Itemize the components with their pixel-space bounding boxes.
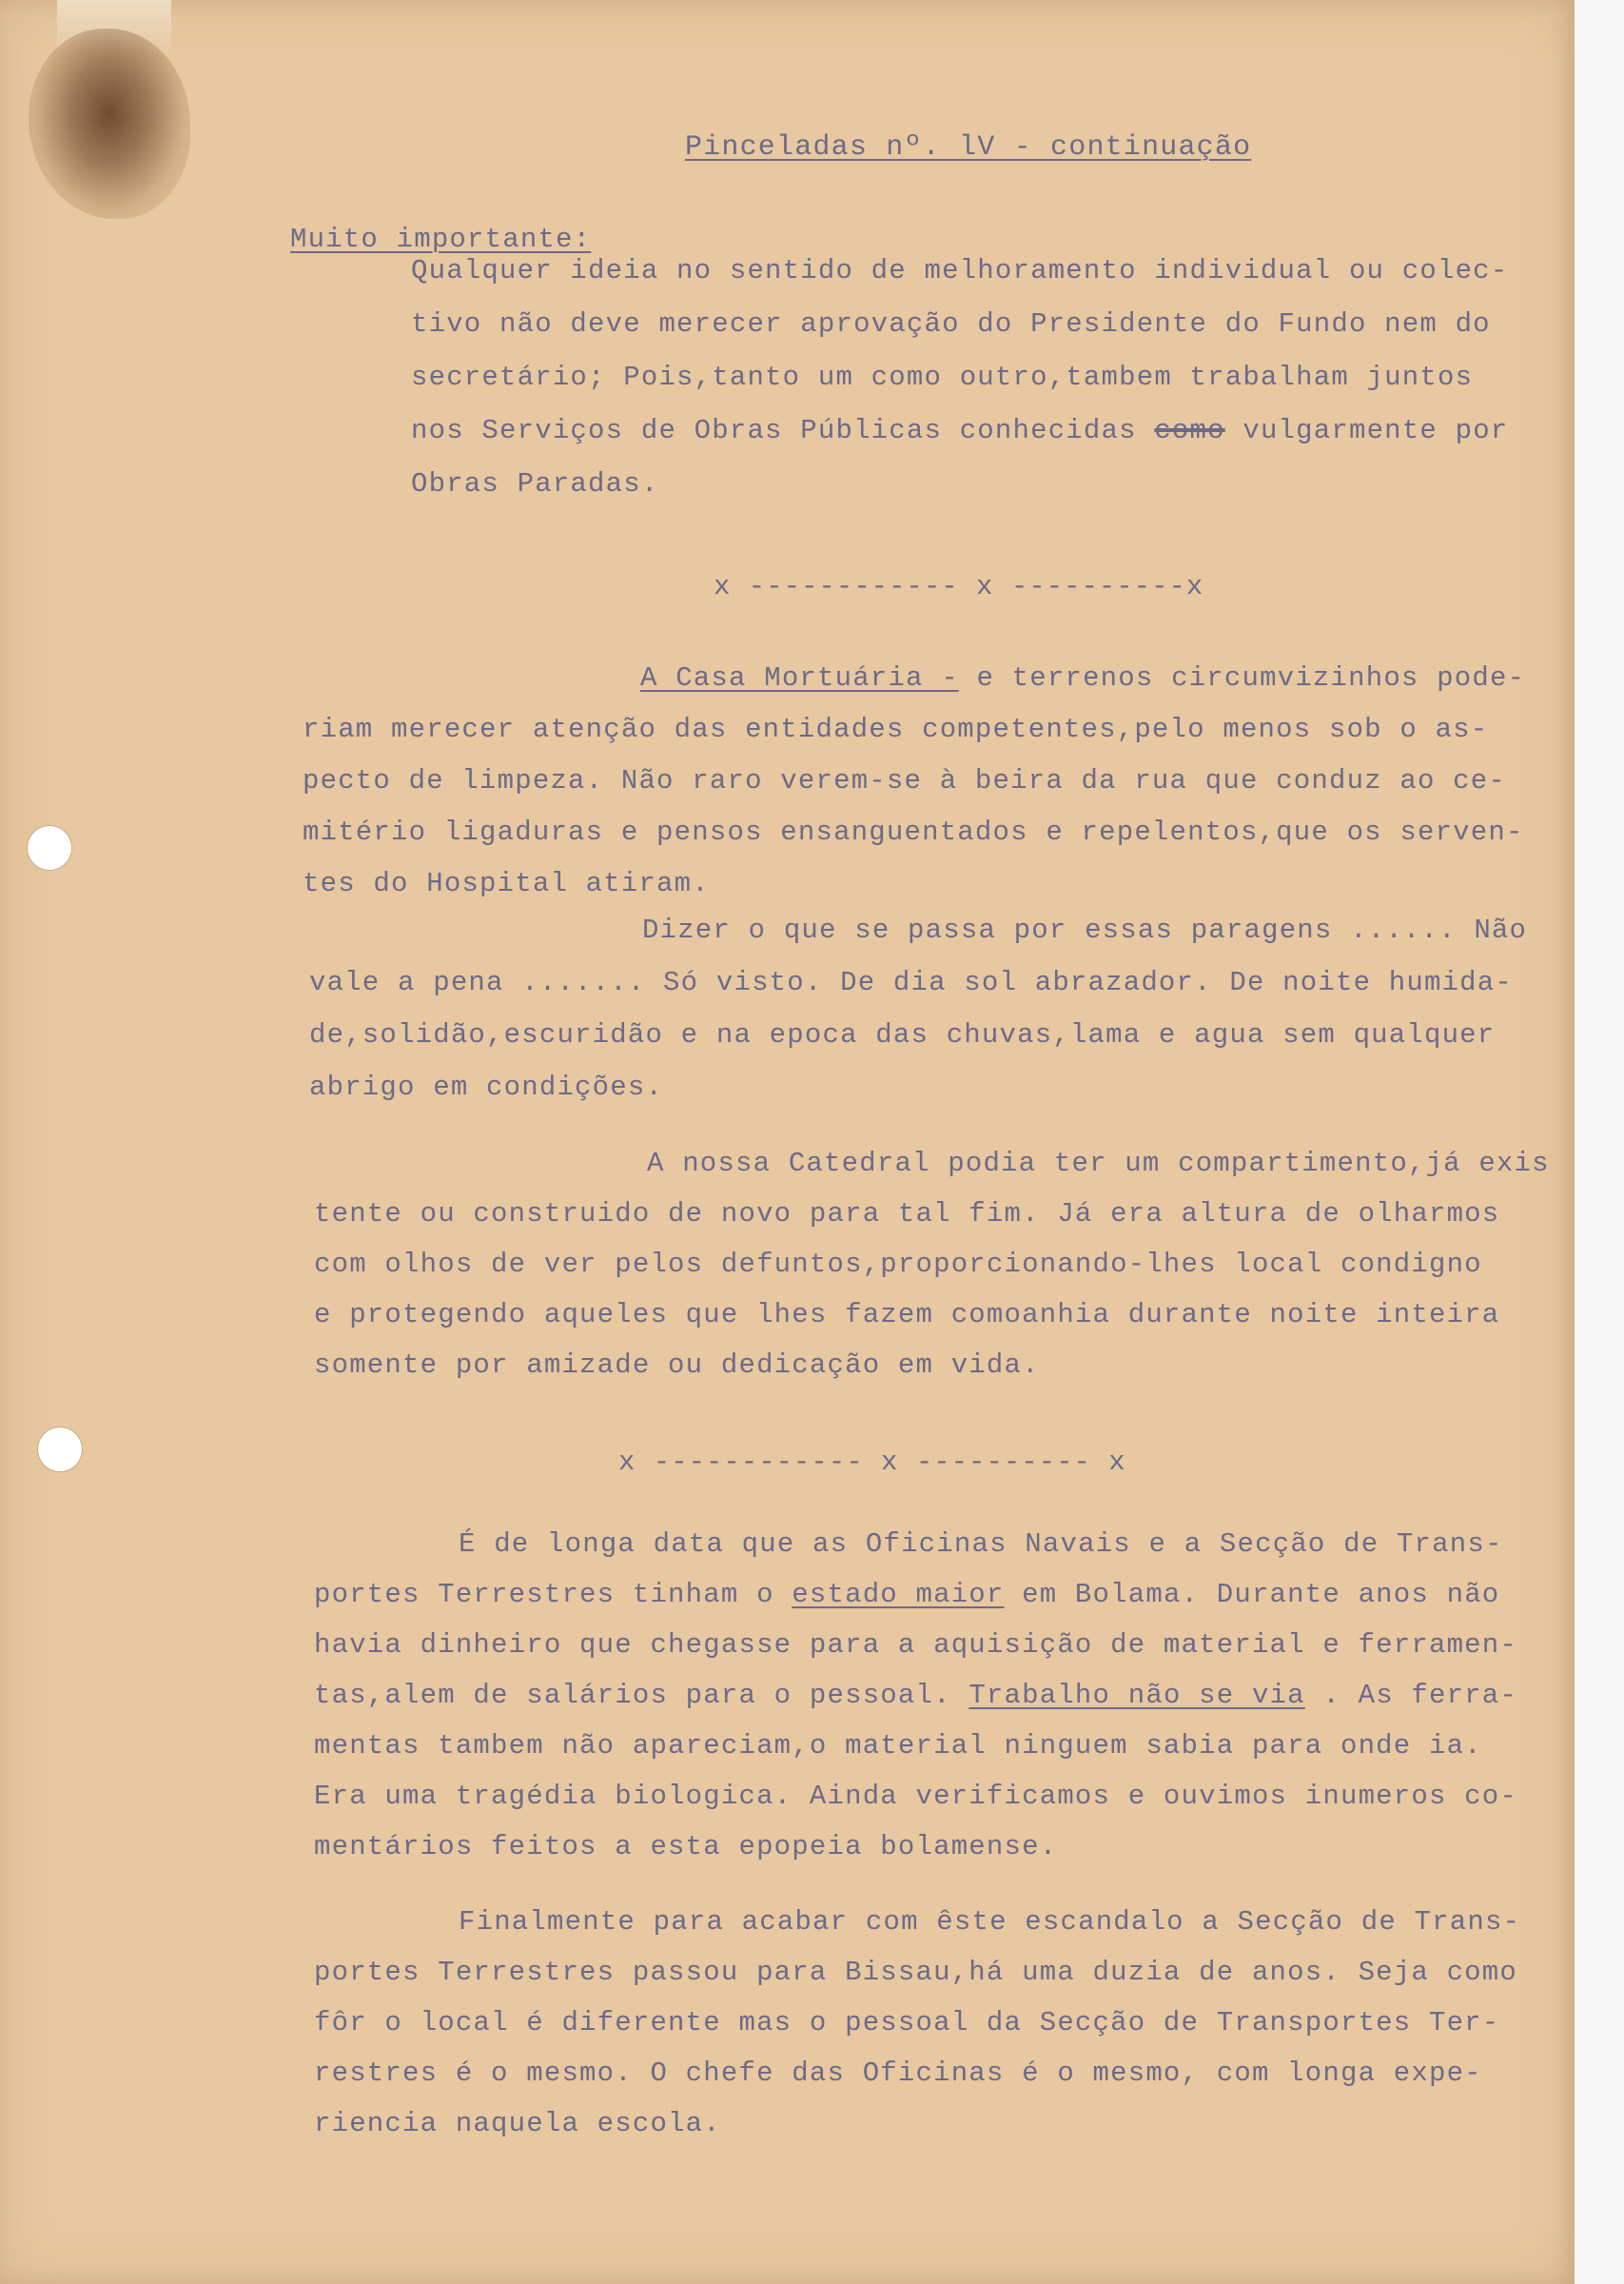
text-line: fôr o local é diferente mas o pessoal da Secção de Transportes Ter- <box>314 2007 1500 2038</box>
text-line: riencia naquela escola. <box>314 2108 721 2139</box>
text-line: riam merecer atenção das entidades competentes,pelo menos sob o as- <box>303 714 1489 745</box>
text-line: É de longa data que as Oficinas Navais e a Secção de Trans- <box>459 1528 1503 1560</box>
text-line: pecto de limpeza. Não raro verem-se à beira da rua que conduz ao ce- <box>303 765 1506 797</box>
paragraph-oficinas <box>314 1530 1517 1883</box>
document-title: Pinceladas nº. lV - continuação <box>685 131 1252 164</box>
text-line: Dizer o que se passa por essas paragens ...... Não <box>642 915 1528 946</box>
text-line: Era uma tragédia biologica. Ainda verificamos e ouvimos inumeros co- <box>314 1781 1517 1812</box>
text-line <box>303 664 1525 716</box>
text-line <box>314 1581 1517 1631</box>
underlined-phrase: estado maior <box>792 1579 1005 1610</box>
text-line: tes do Hospital atiram. <box>303 868 710 899</box>
text-line: Qualquer ideia no sentido de melhoramento individual ou colec- <box>411 255 1509 286</box>
paragraph-final <box>314 1908 1520 2160</box>
paragraph-casa-mortuaria <box>303 664 1525 921</box>
text-line: de,solidão,escuridão e na epoca das chuvas,lama e agua sem qualquer <box>309 1019 1496 1051</box>
text-segment: e terrenos circumvizinhos pode- <box>958 662 1526 694</box>
punch-hole-top <box>28 826 71 870</box>
text-line: havia dinheiro que chegasse para a aquisição de material e ferramen- <box>314 1629 1517 1661</box>
struck-word: como <box>1154 415 1225 446</box>
text-segment: nos Serviços de Obras Públicas conhecidas <box>411 415 1155 446</box>
text-line: portes Terrestres passou para Bissau,há uma duzia de anos. Seja como <box>314 1957 1517 1988</box>
text-line: tente ou construido de novo para tal fim. Já era altura de olharmos <box>314 1198 1500 1230</box>
section-separator: x ------------ x ----------x <box>714 571 1204 602</box>
paragraph-dizer <box>309 916 1527 1126</box>
text-line: A nossa Catedral podia ter um compartimento,já exis <box>647 1148 1550 1179</box>
text-line: mitério ligaduras e pensos ensanguentados e repelentos,que os serven- <box>303 817 1524 848</box>
text-line: Finalmente para acabar com êste escandalo a Secção de Trans- <box>459 1906 1521 1938</box>
text-line: tivo não deve merecer aprovação do Presidente do Fundo nem do <box>411 308 1491 340</box>
text-line: Obras Paradas. <box>411 468 659 500</box>
section-separator: x ------------ x ---------- x <box>618 1447 1126 1478</box>
text-segment: tas,alem de salários para o pessoal. <box>314 1680 969 1711</box>
text-line: somente por amizade ou dedicação em vida. <box>314 1349 1040 1381</box>
text-line: secretário; Pois,tanto um como outro,tambem trabalham juntos <box>411 362 1474 393</box>
text-line <box>314 1682 1517 1732</box>
text-segment: portes Terrestres tinham o <box>314 1579 792 1610</box>
underlined-phrase: Trabalho não se via <box>969 1680 1305 1711</box>
text-segment: vulgarmente por <box>1224 415 1509 446</box>
paragraph-important <box>411 257 1508 523</box>
subheading: Muito importante: <box>290 224 592 255</box>
paragraph-catedral <box>314 1150 1550 1402</box>
section-heading: A Casa Mortuária - <box>640 662 959 694</box>
text-line: com olhos de ver pelos defuntos,proporcionando-lhes local condigno <box>314 1249 1482 1280</box>
text-line: e protegendo aqueles que lhes fazem comoanhia durante noite inteira <box>314 1299 1500 1330</box>
text-line: mentários feitos a esta epopeia bolamense. <box>314 1831 1058 1862</box>
text-line: abrigo em condições. <box>309 1072 664 1103</box>
scan-background <box>1575 0 1624 2284</box>
stain-mark <box>29 29 190 219</box>
text-line: restres é o mesmo. O chefe das Oficinas é o mesmo, com longa expe- <box>314 2058 1482 2089</box>
text-line: vale a pena ....... Só visto. De dia sol abrazador. De noite humida- <box>309 967 1513 998</box>
text-segment: em Bolama. Durante anos não <box>1004 1579 1500 1610</box>
text-segment: . As ferra- <box>1304 1680 1518 1711</box>
text-line <box>411 417 1508 470</box>
punch-hole-bottom <box>38 1428 82 1471</box>
text-line: mentas tambem não apareciam,o material ninguem sabia para onde ia. <box>314 1730 1482 1762</box>
